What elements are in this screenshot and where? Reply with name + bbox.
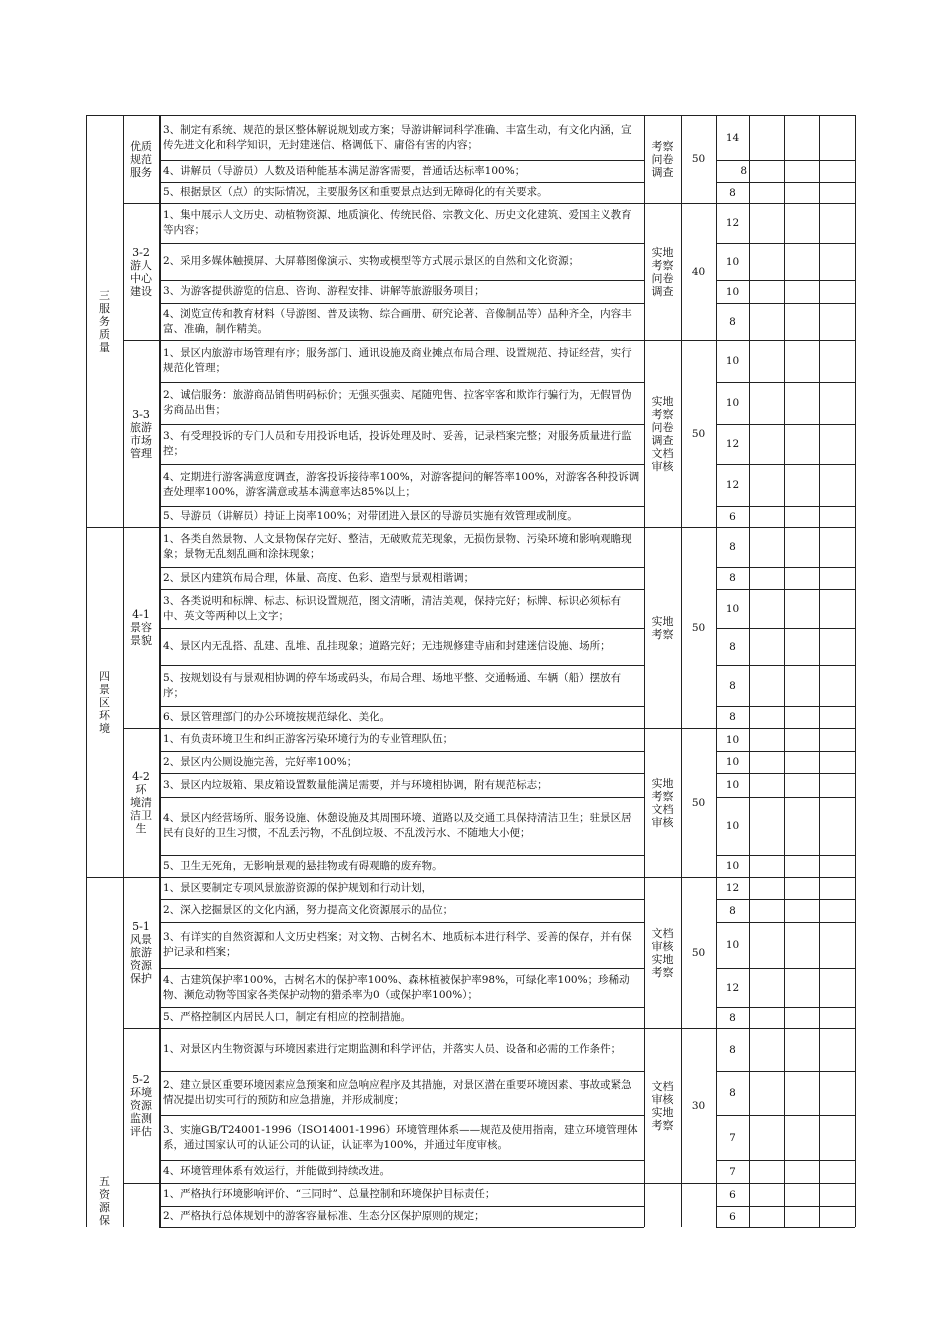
score-cell-1[interactable] — [749, 628, 784, 665]
criterion-text-content: 5、根据景区（点）的实际情况，主要服务区和重要景点达到无障碍化的有关要求。 — [163, 186, 548, 198]
criterion-text-content: 4、古建筑保护率100%，古树名木的保护率100%、森林植被保护率98%，可绿化率100%；珍稀动物、濒危动物等国家各类保护动物的猎杀率为0（或保护率100%）； — [163, 973, 630, 1001]
subsection-label: 3-2 游人 中心 建设 — [130, 245, 152, 298]
score-cell-2[interactable] — [784, 922, 819, 968]
criterion-points: 8 — [729, 186, 736, 199]
score-cell-3[interactable] — [819, 340, 855, 382]
score-cell-3[interactable] — [819, 1206, 855, 1227]
criterion-points: 10 — [725, 602, 740, 615]
score-cell-1[interactable] — [749, 1071, 784, 1115]
criterion-text-content: 3、景区内垃圾箱、果皮箱设置数量能满足需要，并与环境相协调，附有规范标志； — [163, 778, 548, 791]
score-cell-1[interactable] — [749, 855, 784, 877]
score-cell-3[interactable] — [819, 628, 855, 665]
criterion-text-content: 2、景区内建筑布局合理，体量、高度、色彩、造型与景观相谐调； — [163, 571, 475, 584]
score-cell-2[interactable] — [784, 1206, 819, 1227]
subsection-score — [681, 1183, 716, 1227]
score-cell-2[interactable] — [784, 115, 819, 160]
criterion-text — [163, 707, 640, 727]
score-cell-3[interactable] — [819, 855, 855, 877]
score-cell-2[interactable] — [784, 464, 819, 506]
score-cell-1[interactable] — [749, 527, 784, 567]
criterion-text — [163, 568, 640, 588]
criterion-text — [163, 161, 640, 181]
criterion-points: 12 — [725, 882, 740, 894]
score-cell-2[interactable] — [784, 797, 819, 855]
table-bottom-rule — [716, 1227, 855, 1228]
score-cell-2[interactable] — [784, 1007, 819, 1028]
subsection-score: 40 — [691, 265, 706, 278]
score-cell-1[interactable] — [749, 1206, 784, 1227]
score-cell-1[interactable] — [749, 115, 784, 160]
criterion-text — [163, 1207, 640, 1226]
score-cell-2[interactable] — [784, 899, 819, 922]
score-cell-1[interactable] — [749, 303, 784, 340]
section-label: 三 服 务 质 量 — [99, 288, 110, 354]
score-cell-1[interactable] — [749, 1028, 784, 1071]
score-cell-3[interactable] — [819, 424, 855, 464]
score-cell-2[interactable] — [784, 1071, 819, 1115]
score-cell-2[interactable] — [784, 303, 819, 340]
assessment-method: 考察 问卷 调查 — [651, 139, 674, 179]
score-cell-2[interactable] — [784, 706, 819, 728]
criterion-text — [163, 590, 640, 627]
criterion-points: 7 — [729, 1165, 736, 1178]
score-cell-3[interactable] — [819, 1007, 855, 1028]
subsection-label: 3-3 旅游 市场 管理 — [130, 407, 152, 460]
score-cell-3[interactable] — [819, 877, 855, 899]
score-cell-1[interactable] — [749, 706, 784, 728]
assessment-method: 实地 考察 问卷 调查 — [651, 245, 674, 298]
score-cell-1[interactable] — [749, 280, 784, 303]
score-cell-2[interactable] — [784, 1183, 819, 1206]
score-cell-2[interactable] — [784, 182, 819, 203]
criterion-points: 6 — [729, 1210, 736, 1223]
score-cell-3[interactable] — [819, 968, 855, 1007]
score-cell-1[interactable] — [749, 665, 784, 706]
criterion-text-content: 3、有详实的自然资源和人文历史档案；对文物、古树名木、地质标本进行科学、妥善的保存，并有保护记录和档案； — [163, 931, 632, 958]
score-cell-3[interactable] — [819, 797, 855, 855]
score-cell-3[interactable] — [819, 1160, 855, 1183]
criterion-text — [163, 383, 640, 423]
score-cell-3[interactable] — [819, 203, 855, 243]
subsection-label: 5-1 风景 旅游 资源 保护 — [130, 920, 152, 985]
subsection-score: 50 — [691, 946, 706, 959]
score-cell-3[interactable] — [819, 160, 855, 182]
criterion-points: 10 — [725, 939, 740, 951]
criterion-text — [163, 507, 640, 526]
criterion-text — [163, 1161, 640, 1182]
criterion-points: 12 — [725, 981, 740, 994]
score-cell-2[interactable] — [784, 527, 819, 567]
subsection-score: 50 — [691, 153, 706, 165]
score-cell-2[interactable] — [784, 340, 819, 382]
score-cell-2[interactable] — [784, 877, 819, 899]
score-cell-3[interactable] — [819, 728, 855, 751]
score-cell-3[interactable] — [819, 922, 855, 968]
criterion-text — [163, 878, 640, 898]
subsection-label: 4-2 环 境清 洁卫 生 — [130, 770, 152, 835]
criterion-text-content: 3、为游客提供游览的信息、咨询、游程安排、讲解等旅游服务项目； — [163, 285, 485, 297]
criterion-points: 8 — [740, 165, 747, 177]
criterion-text — [163, 798, 640, 854]
criterion-text — [163, 969, 640, 1006]
score-cell-1[interactable] — [749, 751, 784, 773]
criterion-text-content: 1、景区内旅游市场管理有序；服务部门、通讯设施及商业摊点布局合理、设置规范、持证经营，实行规范化管理； — [163, 347, 632, 374]
score-cell-2[interactable] — [784, 628, 819, 665]
criterion-text-content: 2、采用多媒体触摸屏、大屏幕图像演示、实物或模型等方式展示景区的自然和文化资源； — [163, 255, 580, 267]
score-cell-2[interactable] — [784, 243, 819, 280]
score-cell-2[interactable] — [784, 203, 819, 243]
score-cell-1[interactable] — [749, 567, 784, 589]
section-label: 四 景 区 环 境 — [99, 669, 110, 735]
criterion-points: 8 — [729, 679, 736, 692]
criterion-points: 8 — [729, 1043, 736, 1056]
subsection-score: 30 — [691, 1099, 706, 1112]
criterion-text-content: 3、有受理投诉的专门人员和专用投诉电话，投诉处理及时、妥善，记录档案完整；对服务质量进行监控； — [163, 430, 632, 457]
score-cell-2[interactable] — [784, 1160, 819, 1183]
score-cell-3[interactable] — [819, 899, 855, 922]
criterion-points: 6 — [729, 1188, 736, 1201]
score-cell-2[interactable] — [784, 751, 819, 773]
score-cell-1[interactable] — [749, 203, 784, 243]
score-cell-2[interactable] — [784, 160, 819, 182]
criterion-text-content: 3、各类说明和标牌、标志、标识设置规范，图文清晰，清洁美观，保持完好；标牌、标识必须标有中、英文等两种以上文字； — [163, 594, 622, 622]
criterion-text — [163, 1029, 640, 1070]
score-cell-2[interactable] — [784, 506, 819, 527]
criterion-text — [163, 1072, 640, 1114]
criterion-text-content: 1、景区要制定专项风景旅游资源的保护规划和行动计划， — [163, 881, 433, 894]
criterion-text — [163, 244, 640, 279]
subsection-score: 50 — [691, 621, 706, 634]
score-cell-1[interactable] — [749, 424, 784, 464]
criterion-text — [163, 528, 640, 566]
assessment-method: 文档 审核 实地 考察 — [651, 1079, 674, 1132]
criterion-text — [163, 629, 640, 664]
score-cell-3[interactable] — [819, 1183, 855, 1206]
criterion-points: 10 — [725, 355, 740, 367]
criterion-points: 8 — [729, 1087, 736, 1099]
score-cell-1[interactable] — [749, 1160, 784, 1183]
score-cell-3[interactable] — [819, 382, 855, 424]
score-cell-2[interactable] — [784, 280, 819, 303]
criterion-points: 14 — [725, 131, 740, 144]
subsection-label: 5-2 环境 资源 监测 评估 — [130, 1073, 152, 1138]
criterion-text — [163, 900, 640, 921]
criterion-text-content: 1、有负责环境卫生和纠正游客污染环境行为的专业管理队伍； — [163, 733, 454, 745]
criterion-text-content: 4、景区内经营场所、服务设施、休憩设施及其周围环境、道路以及交通工具保持清洁卫生；驻景区居民有良好的卫生习惯，不乱丢污物，不乱倒垃圾、不乱泼污水、不随地大小便； — [163, 812, 632, 839]
score-cell-1[interactable] — [749, 589, 784, 628]
criterion-text — [163, 425, 640, 463]
score-cell-3[interactable] — [819, 773, 855, 797]
score-cell-1[interactable] — [749, 160, 784, 182]
criterion-points: 8 — [729, 711, 736, 723]
criterion-text — [163, 1116, 640, 1159]
criterion-points: 8 — [729, 572, 736, 584]
score-cell-3[interactable] — [819, 243, 855, 280]
criterion-text-content: 2、建立景区重要环境因素应急预案和应急响应程序及其措施，对景区潜在重要环境因素、事故或紧急情况提出切实可行的预防和应急措施，并形成制度； — [163, 1079, 632, 1106]
criterion-text — [163, 774, 640, 796]
subsection-score: 50 — [691, 796, 706, 809]
criterion-text — [163, 1008, 640, 1027]
assessment-method: 文档 审核 实地 考察 — [651, 926, 674, 979]
criterion-text — [163, 183, 640, 202]
criterion-points: 8 — [729, 1011, 736, 1024]
criterion-text — [163, 465, 640, 505]
criterion-text-content: 4、浏览宣传和教育材料（导游图、普及读物、综合画册、研究论著、音像制品等）品种齐全，内容丰富、准确，制作精美。 — [163, 307, 632, 335]
criterion-points: 12 — [725, 479, 740, 491]
score-cell-3[interactable] — [819, 115, 855, 160]
score-cell-2[interactable] — [784, 728, 819, 751]
score-cell-1[interactable] — [749, 797, 784, 855]
score-cell-2[interactable] — [784, 382, 819, 424]
criterion-text — [163, 281, 640, 302]
criterion-text — [163, 116, 640, 159]
score-cell-3[interactable] — [819, 751, 855, 773]
criterion-text — [163, 666, 640, 705]
score-cell-1[interactable] — [749, 506, 784, 527]
score-cell-3[interactable] — [819, 665, 855, 706]
criterion-points: 10 — [725, 860, 740, 872]
subsection-label: 优质 规范 服务 — [130, 139, 152, 179]
assessment-method: 实地 考察 问卷 调查 文档 审核 — [651, 394, 674, 473]
score-cell-1[interactable] — [749, 340, 784, 382]
score-cell-2[interactable] — [784, 589, 819, 628]
criterion-text-content: 4、定期进行游客满意度调查，游客投诉接待率100%，对游客提问的解答率100%，对游客各种投诉调查处理率100%，游客满意或基本满意率达85%以上； — [163, 471, 640, 498]
score-cell-3[interactable] — [819, 1071, 855, 1115]
score-cell-1[interactable] — [749, 773, 784, 797]
score-cell-1[interactable] — [749, 182, 784, 203]
score-cell-2[interactable] — [784, 665, 819, 706]
criterion-text-content: 1、集中展示人文历史、动植物资源、地质演化、传统民俗、宗教文化、历史文化建筑、爱国主义教育等内容； — [163, 209, 632, 236]
criterion-points: 8 — [729, 315, 736, 328]
criterion-points: 10 — [725, 285, 740, 298]
criterion-text — [163, 923, 640, 967]
criterion-text-content: 4、景区内无乱搭、乱建、乱堆、乱挂现象；道路完好；无违规修建寺庙和封建迷信设施、场所； — [163, 640, 611, 652]
score-cell-3[interactable] — [819, 182, 855, 203]
score-cell-1[interactable] — [749, 243, 784, 280]
score-cell-3[interactable] — [819, 506, 855, 527]
assessment-method: 实地 考察 — [651, 614, 674, 641]
criterion-text-content: 5、卫生无死角，无影响景观的悬挂物或有碍观瞻的废弃物。 — [163, 859, 443, 872]
criterion-text-content: 5、按规划设有与景观相协调的停车场或码头，布局合理、场地平整、交通畅通、车辆（船）摆放有序； — [163, 671, 622, 699]
score-cell-1[interactable] — [749, 1007, 784, 1028]
criterion-points: 10 — [725, 820, 740, 832]
score-cell-2[interactable] — [784, 1115, 819, 1160]
criterion-points: 7 — [729, 1131, 736, 1144]
criterion-points: 10 — [725, 255, 740, 268]
score-cell-2[interactable] — [784, 567, 819, 589]
score-cell-1[interactable] — [749, 464, 784, 506]
criterion-text-content: 2、严格执行总体规划中的游客容量标准、生态分区保护原则的规定； — [163, 1210, 485, 1222]
criterion-points: 8 — [729, 541, 736, 553]
score-cell-3[interactable] — [819, 464, 855, 506]
column-rule — [855, 115, 856, 1227]
criterion-text — [163, 304, 640, 339]
score-cell-2[interactable] — [784, 424, 819, 464]
criterion-text-content: 4、讲解员（导游员）人数及语种能基本满足游客需要，普通话达标率100%； — [163, 164, 526, 177]
score-cell-1[interactable] — [749, 1115, 784, 1160]
criterion-points: 8 — [729, 640, 736, 653]
score-cell-3[interactable] — [819, 1115, 855, 1160]
score-cell-2[interactable] — [784, 1028, 819, 1071]
criterion-points: 6 — [729, 510, 736, 523]
criterion-text-content: 2、诚信服务：旅游商品销售明码标价；无强买强卖、尾随兜售、拉客宰客和欺诈行骗行为，无假冒伪劣商品出售； — [163, 389, 632, 416]
criterion-text-content: 2、深入挖掘景区的文化内涵，努力提高文化资源展示的品位； — [163, 904, 454, 916]
score-cell-3[interactable] — [819, 567, 855, 589]
score-cell-1[interactable] — [749, 728, 784, 751]
criterion-text-content: 1、各类自然景物、人文景物保存完好、整洁，无破败荒芜现象，无损伤景物、污染环境和影响观瞻现象；景物无乱刻乱画和涂抹现象； — [163, 533, 632, 560]
criterion-points: 10 — [725, 779, 740, 791]
score-cell-1[interactable] — [749, 1183, 784, 1206]
criterion-text-content: 5、严格控制区内居民人口，制定有相应的控制措施。 — [163, 1011, 412, 1023]
score-cell-3[interactable] — [819, 1028, 855, 1071]
criterion-text — [163, 1184, 640, 1205]
criterion-points: 10 — [725, 756, 740, 768]
criterion-text-content: 3、实施GB/T24001-1996（ISO14001-1996）环境管理体系——规范及使用指南，建立环境管理体系，通过国家认可的认证公司的认证，认证率为100%，并通过年度审核。 — [163, 1123, 638, 1151]
score-cell-1[interactable] — [749, 877, 784, 899]
criterion-text-content: 1、严格执行环境影响评价、“三同时”、总量控制和环境保护目标责任； — [163, 1188, 496, 1200]
criterion-text-content: 5、导游员（讲解员）持证上岗率100%；对带团进入景区的导游员实施有效管理或制度。 — [163, 510, 578, 522]
criterion-points: 10 — [725, 733, 740, 746]
score-cell-1[interactable] — [749, 382, 784, 424]
criterion-text — [163, 341, 640, 381]
criterion-text — [163, 204, 640, 242]
assessment-method: 实地 考察 文档 审核 — [651, 776, 674, 829]
criterion-text-content: 4、环境管理体系有效运行，并能做到持续改进。 — [163, 1165, 391, 1177]
subsection-score: 50 — [691, 427, 706, 440]
subsection-label — [123, 1183, 159, 1227]
criterion-points: 12 — [725, 217, 740, 229]
score-cell-3[interactable] — [819, 589, 855, 628]
criterion-points: 8 — [729, 904, 736, 917]
criterion-text-content: 6、景区管理部门的办公环境按规范绿化、美化。 — [163, 710, 391, 723]
score-cell-3[interactable] — [819, 527, 855, 567]
criterion-text-content: 2、景区内公厕设施完善，完好率100%； — [163, 755, 358, 768]
criterion-points: 12 — [725, 438, 740, 450]
score-cell-3[interactable] — [819, 280, 855, 303]
criterion-points: 10 — [725, 397, 740, 409]
score-cell-2[interactable] — [784, 968, 819, 1007]
subsection-label: 4-1 景容 景貌 — [130, 608, 152, 647]
score-cell-1[interactable] — [749, 899, 784, 922]
column-rule — [160, 115, 161, 1227]
score-cell-1[interactable] — [749, 922, 784, 968]
assessment-method — [644, 1183, 681, 1227]
criterion-text — [163, 856, 640, 876]
criterion-text-content: 3、制定有系统、规范的景区整体解说规划或方案；导游讲解词科学准确、丰富生动，有文化内涵，宣传先进文化和科学知识，无封建迷信、格调低下、庸俗有害的内容； — [163, 123, 632, 151]
score-cell-3[interactable] — [819, 303, 855, 340]
section-label: 五 资 源 保 — [99, 1175, 110, 1227]
score-cell-1[interactable] — [749, 968, 784, 1007]
score-cell-2[interactable] — [784, 773, 819, 797]
criterion-text — [163, 752, 640, 772]
score-cell-2[interactable] — [784, 855, 819, 877]
score-cell-3[interactable] — [819, 706, 855, 728]
criterion-text — [163, 729, 640, 750]
criterion-text-content: 1、对景区内生物资源与环境因素进行定期监测和科学评估，并落实人员、设备和必需的工作条件； — [163, 1043, 622, 1055]
table-bottom-rule — [159, 1227, 644, 1228]
